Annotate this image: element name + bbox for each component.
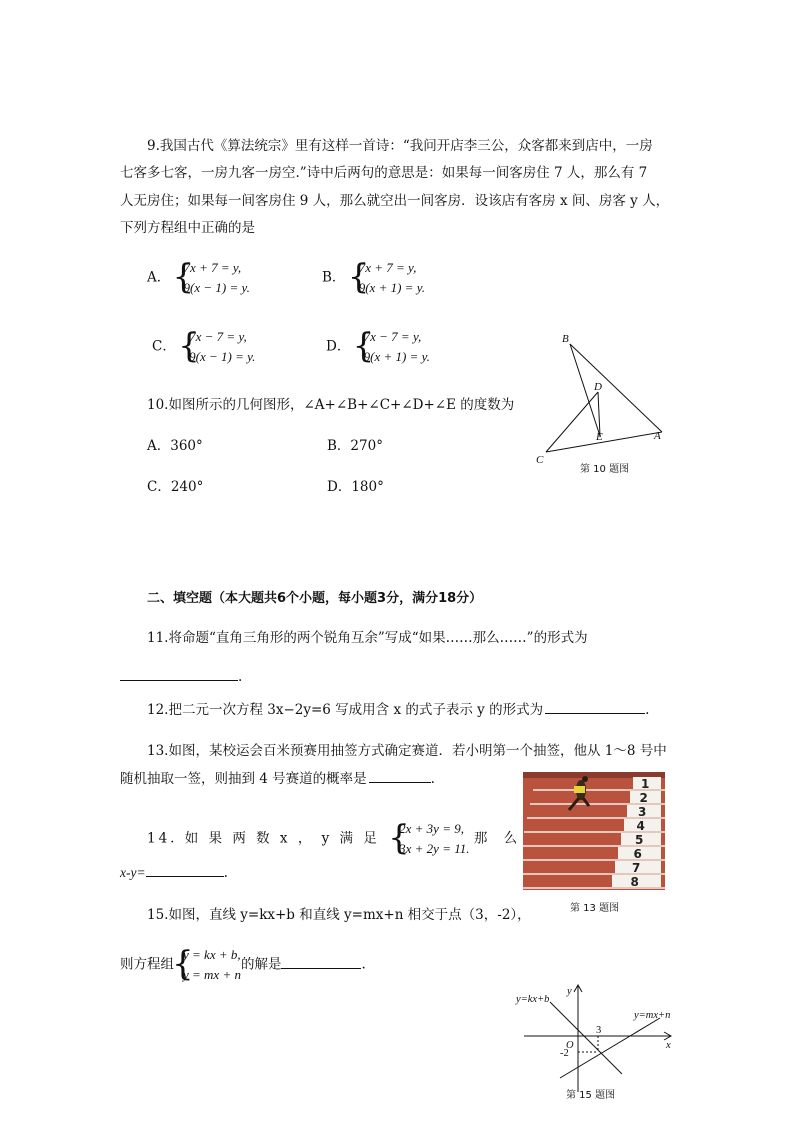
question-text: 的解是: [240, 956, 282, 973]
answer-blank[interactable]: [120, 666, 238, 681]
equation-system: [355, 327, 430, 367]
q10-option-c: [147, 475, 203, 495]
equation-system: [390, 819, 469, 859]
axis-label-x: x: [666, 1040, 671, 1051]
segment-ba: [570, 344, 662, 432]
lane-number: 3: [638, 805, 647, 819]
question-text: 那 么: [473, 830, 524, 847]
line-kx-b: [550, 1002, 622, 1074]
equation-system: [350, 258, 425, 298]
punctuation: .: [645, 702, 650, 718]
question-text: 14. 如 果 两 数 x ， y 满 足: [147, 830, 380, 847]
q12-text: [147, 698, 649, 718]
point-label-b: B: [562, 333, 569, 345]
q9-option-a: [147, 258, 250, 298]
point-label-d: D: [594, 381, 602, 393]
segment-cd: [546, 392, 598, 452]
q13-line-1: 13.如图，某校运会百米预赛用抽签方式确定赛道．若小明第一个抽签，他从 1～8 号中: [147, 743, 667, 759]
q11-answer: [120, 666, 242, 685]
q13-figure: [523, 772, 665, 890]
lane-number: 1: [641, 777, 650, 791]
option-label: B．: [327, 438, 351, 454]
answer-blank[interactable]: [281, 954, 361, 969]
equation-system: [174, 945, 241, 985]
option-label: A．: [147, 269, 171, 286]
origin-label: O: [566, 1040, 574, 1051]
lane-number: 2: [639, 791, 648, 805]
lane-number: 6: [633, 847, 642, 861]
q9-option-c: [152, 327, 255, 367]
equation: 3x + 2y = 11.: [399, 841, 470, 856]
equation: 9(x − 1) = y.: [189, 349, 256, 364]
q15-line-1: 15.如图，直线 y=kx+b 和直线 y=mx+n 相交于点（3，-2），: [147, 907, 531, 923]
label-kx-b: y=kx+b: [516, 994, 550, 1005]
option-label: D．: [327, 479, 352, 495]
equation: 7x − 7 = y,: [363, 329, 422, 344]
q13-figure-caption: 第 13 题图: [570, 903, 620, 914]
q15-figure: [510, 980, 690, 1102]
option-value: 270°: [350, 438, 383, 454]
q9-line-1: 9.我国古代《算法统宗》里有这样一首诗：“我问开店李三公，众客都来到店中，一房: [147, 138, 653, 154]
equation: y = kx + b,: [183, 947, 241, 962]
equation-system: [175, 258, 250, 298]
q11-text: 11.将命题“直角三角形的两个锐角互余”写成“如果……那么……”的形式为: [147, 630, 588, 646]
option-label: B．: [322, 269, 346, 286]
q9-line-3: 人无房住；如果每一间客房住 9 人，那么就空出一间客房．设该店有客房 x 间、房客 y 人，: [120, 193, 670, 209]
lane-number: 4: [636, 819, 645, 833]
point-label-a: A: [654, 430, 661, 442]
equation: 9(x + 1) = y.: [363, 349, 430, 364]
tick-label-3: 3: [596, 1025, 602, 1036]
punctuation: .: [223, 865, 228, 881]
axis-label-y: y: [567, 986, 572, 997]
answer-blank[interactable]: [146, 862, 224, 877]
lane-number: 8: [630, 875, 639, 889]
q9-line-2: 七客多七客，一房九客一房空.”诗中后两句的意思是：如果每一间客房住 7 人，那么有 7: [120, 165, 648, 181]
option-label: A．: [147, 438, 171, 454]
equation: 9(x − 1) = y.: [183, 280, 250, 295]
point-label-c: C: [536, 454, 544, 466]
equation: 2x + 3y = 9,: [399, 821, 464, 836]
q15-line-2: [120, 945, 366, 985]
equation-system: [180, 327, 255, 367]
q10-text: 10.如图所示的几何图形，∠A+∠B+∠C+∠D+∠E 的度数为: [147, 397, 515, 413]
q14-line-1: [147, 819, 523, 859]
answer-blank[interactable]: [545, 699, 645, 714]
tick-label-neg2: -2: [560, 1048, 569, 1059]
point-label-e: E: [596, 431, 603, 443]
lane-number: 7: [632, 861, 641, 875]
q10-option-a: [147, 434, 203, 454]
option-label: C．: [152, 338, 176, 355]
question-text: 随机抽取一签，则抽到 4 号赛道的概率是: [120, 771, 367, 787]
q10-option-b: [327, 434, 383, 454]
q10-option-d: [327, 475, 384, 495]
q13-line-2: [120, 767, 435, 787]
question-text: 12.把二元一次方程 3x−2y=6 写成用含 x 的式子表示 y 的形式为: [147, 702, 544, 718]
option-value: 180°: [351, 479, 384, 495]
lane-number: 5: [635, 833, 644, 847]
q9-line-4: 下列方程组中正确的是: [120, 220, 255, 236]
q9-option-d: [326, 327, 430, 367]
question-text: x-y=: [120, 865, 146, 880]
equation: 7x + 7 = y,: [358, 260, 417, 275]
figure-caption: 第 10 题图: [580, 464, 630, 475]
segment-ca: [546, 432, 662, 452]
label-mx-n: y=mx+n: [634, 1010, 671, 1021]
option-value: 360°: [170, 438, 203, 454]
equation: 9(x + 1) = y.: [358, 280, 425, 295]
q14-line-2: [120, 862, 228, 881]
option-value: 240°: [170, 479, 204, 495]
question-text: 则方程组: [120, 956, 174, 973]
punctuation: .: [430, 771, 435, 787]
section-title: 二、填空题（本大题共6个小题，每小题3分，满分18分）: [147, 591, 483, 606]
punctuation: .: [361, 956, 366, 973]
q9-option-b: [322, 258, 425, 298]
equation: 7x + 7 = y,: [183, 260, 242, 275]
figure-caption: 第 15 题图: [566, 1090, 616, 1101]
option-label: D．: [326, 338, 351, 355]
equation: 7x − 7 = y,: [189, 329, 247, 344]
answer-blank[interactable]: [369, 768, 431, 783]
q10-figure: [530, 328, 680, 478]
punctuation: .: [238, 669, 243, 685]
equation: y = mx + n: [183, 967, 241, 982]
option-label: C．: [147, 479, 171, 495]
